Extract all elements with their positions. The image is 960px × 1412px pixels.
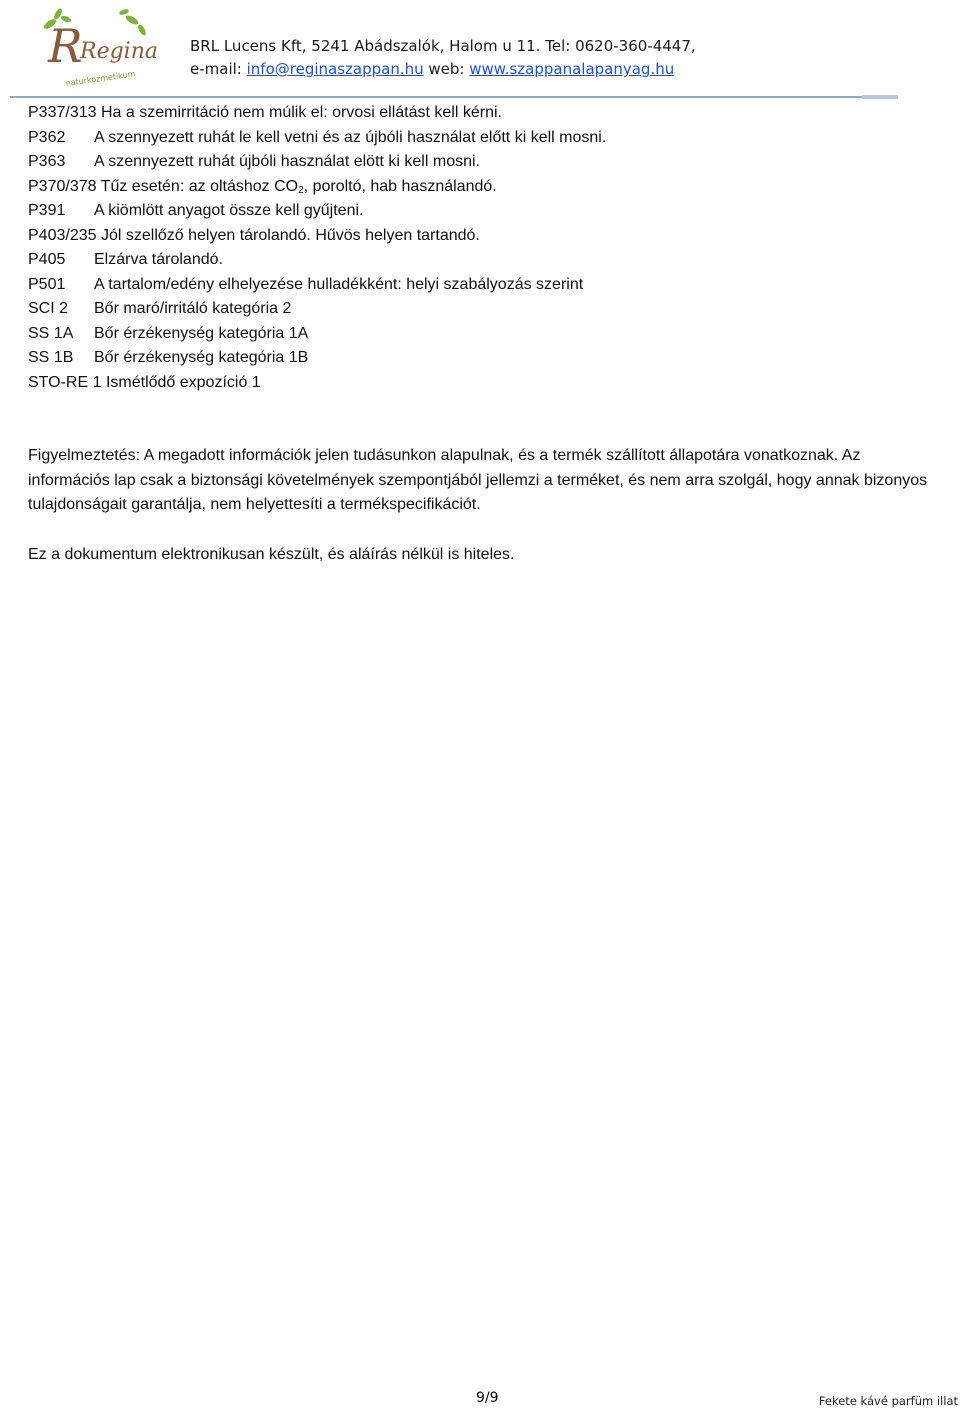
statement-code: P405 (28, 251, 66, 268)
statement-text: Bőr érzékenység kategória 1B (94, 349, 309, 366)
warning-paragraph: Figyelmeztetés: A megadott információk jelen tudásunkon alapulnak, és a termék szállított állapotára vonatkoznak. Az információs lap csak a biztonsági követelmények szempontjából jellemzi a terméket, és nem arra szolgál, hogy annak bizonyos tulajdonságait garantálja, nem helyettesíti a termékspecifikációt. (28, 447, 928, 513)
statement-text: A kiömlött anyagot össze kell gyűjteni. (94, 202, 364, 219)
statement-row (28, 224, 938, 249)
svg-text:R: R (48, 19, 83, 73)
contact-line (190, 58, 696, 81)
statement-code: P370/378 (28, 177, 97, 195)
statement-row (28, 150, 938, 175)
statement-code: P363 (28, 153, 66, 170)
statement-text: Elzárva tárolandó. (94, 251, 223, 268)
statement-row (28, 101, 938, 126)
statement-row (28, 248, 938, 273)
header-divider (10, 96, 898, 98)
statement-row (28, 126, 938, 151)
statement-code: P501 (28, 275, 66, 293)
page-number: 9/9 (476, 1390, 499, 1406)
svg-text:naturkozmetikum: naturkozmetikum (65, 69, 136, 88)
statement-text: A szennyezett ruhát le kell vetni és az újbóli használat előtt ki kell mosni. (94, 128, 607, 146)
company-info (190, 35, 696, 81)
statement-row (28, 371, 938, 396)
statement-text: Bőr maró/irritáló kategória 2 (94, 300, 292, 317)
web-label: web: (428, 60, 465, 78)
statement-code: P391 (28, 202, 66, 219)
statement-row (28, 273, 938, 298)
statement-code: P337/313 (28, 104, 97, 121)
spacer (28, 395, 938, 444)
website-link[interactable]: www.szappanalapanyag.hu (469, 60, 675, 78)
statement-text: Bőr érzékenység kategória 1A (94, 324, 309, 342)
email-label: e-mail: (190, 60, 242, 78)
svg-text:Regina: Regina (80, 39, 158, 64)
document-body (28, 101, 938, 567)
statement-row (28, 346, 938, 371)
statement-code: SCI 2 (28, 300, 69, 317)
statement-text: Ha a szemirritáció nem múlik el: orvosi ellátást kell kérni. (100, 104, 502, 121)
statement-text: A tartalom/edény elhelyezése hulladékként: helyi szabályozás szerint (94, 275, 584, 293)
statement-text: Jól szellőző helyen tárolandó. Hűvös helyen tartandó. (100, 226, 480, 244)
header-divider-accent (862, 95, 898, 99)
statement-code: SS 1A (28, 324, 74, 342)
statement-code: P362 (28, 128, 66, 146)
statement-text: A szennyezett ruhát újbóli használat elött ki kell mosni. (94, 153, 480, 170)
regina-logo (36, 4, 166, 92)
email-link[interactable]: info@reginaszappan.hu (246, 60, 424, 78)
statement-code: P403/235 (28, 226, 97, 244)
statement-code: SS 1B (28, 349, 74, 366)
statement-row (28, 322, 938, 347)
electronic-note: Ez a dokumentum elektronikusan készült, és aláírás nélkül is hiteles. (28, 545, 515, 563)
statement-code: STO-RE 1 (28, 373, 102, 391)
document-title: Fekete kávé parfüm illat (818, 1394, 958, 1408)
statement-text: Tűz esetén: az oltáshoz $CO_2$, poroltó, hab használandó. (100, 177, 497, 196)
statement-row (28, 297, 938, 322)
company-address: BRL Lucens Kft, 5241 Abádszalók, Halom u 11. Tel: 0620-360-4447, (190, 37, 696, 55)
spacer (28, 518, 938, 543)
statement-row (28, 175, 938, 200)
statement-row (28, 199, 938, 224)
statement-text: Ismétlődő expozíció 1 (105, 373, 261, 391)
